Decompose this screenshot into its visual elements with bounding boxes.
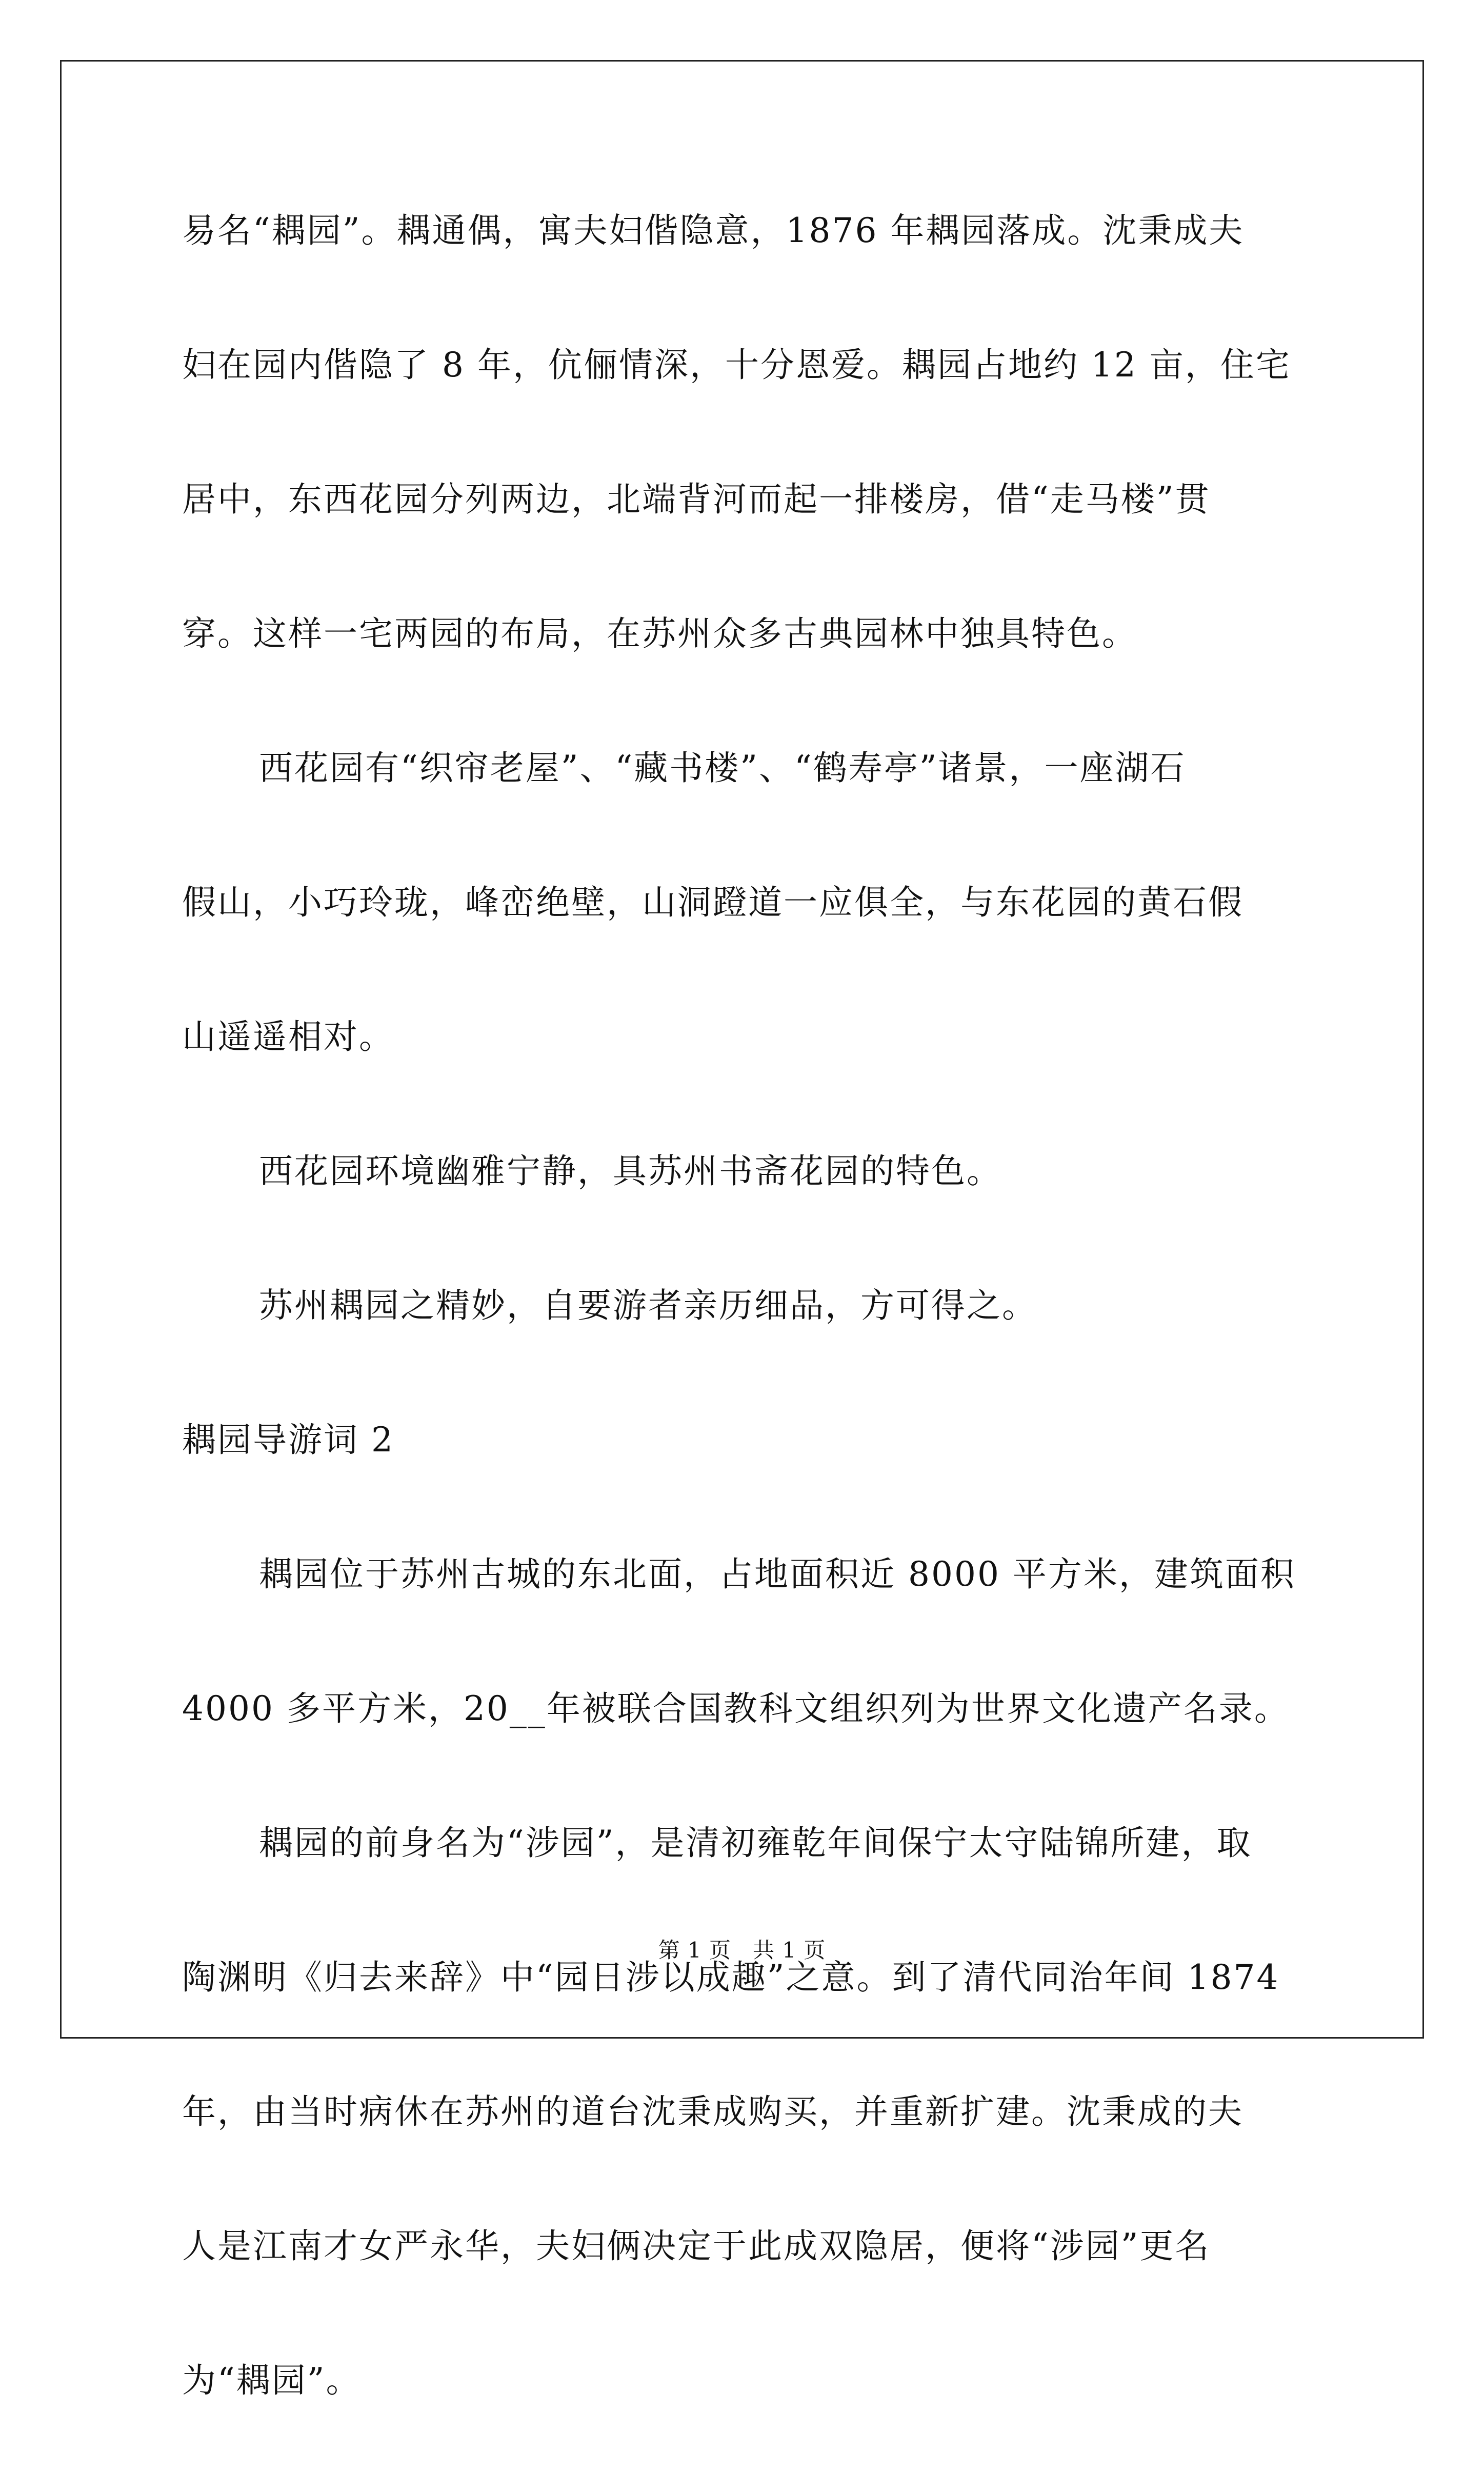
text-line: 人是江南才女严永华，夫妇俩决定于此成双隐居，便将“涉园”更名: [182, 2226, 1211, 2266]
text-line: 西花园有“织帘老屋”、“藏书楼”、“鹤寿亭”诸景，一座湖石: [259, 748, 1186, 788]
text-line: 山遥遥相对。: [182, 1017, 394, 1056]
page-footer: [0, 1933, 1484, 1964]
text-line: 居中，东西花园分列两边，北端背河而起一排楼房，借“走马楼”贯: [182, 480, 1211, 519]
section-heading: 耦园导游词 2: [182, 1420, 394, 1460]
text-line: 妇在园内偕隐了 8 年，伉俪情深，十分恩爱。耦园占地约 12 亩，住宅: [182, 345, 1291, 385]
text-line: 年，由当时病休在苏州的道台沈秉成购买，并重新扩建。沈秉成的夫: [182, 2092, 1244, 2131]
page-total: 共 1 页: [753, 1938, 826, 1963]
text-line: 耦园的前身名为“涉园”，是清初雍乾年间保宁太守陆锦所建，取: [259, 1823, 1252, 1863]
text-line: 穿。这样一宅两园的布局，在苏州众多古典园林中独具特色。: [182, 614, 1137, 653]
document-body: [182, 190, 1305, 2474]
text-line: 假山，小巧玲珑，峰峦绝壁，山洞蹬道一应俱全，与东花园的黄石假: [182, 883, 1244, 922]
text-line: 西花园环境幽雅宁静，具苏州书斋花园的特色。: [259, 1151, 1002, 1191]
text-line: 陶渊明《归去来辞》中“园日涉以成趣”之意。到了清代同治年间 1874: [182, 1958, 1280, 1997]
text-line: 易名“耦园”。耦通偶，寓夫妇偕隐意，1876 年耦园落成。沈秉成夫: [182, 211, 1245, 250]
text-line: 苏州耦园之精妙，自要游者亲历细品，方可得之。: [259, 1286, 1037, 1325]
text-line: 4000 多平方米，20__年被联合国教科文组织列为世界文化遗产名录。: [182, 1689, 1290, 1728]
text-line: 耦园位于苏州古城的东北面，占地面积近 8000 平方米，建筑面积: [259, 1554, 1296, 1594]
text-line: 为“耦园”。: [182, 2361, 362, 2400]
page-number: 第 1 页: [658, 1938, 731, 1963]
